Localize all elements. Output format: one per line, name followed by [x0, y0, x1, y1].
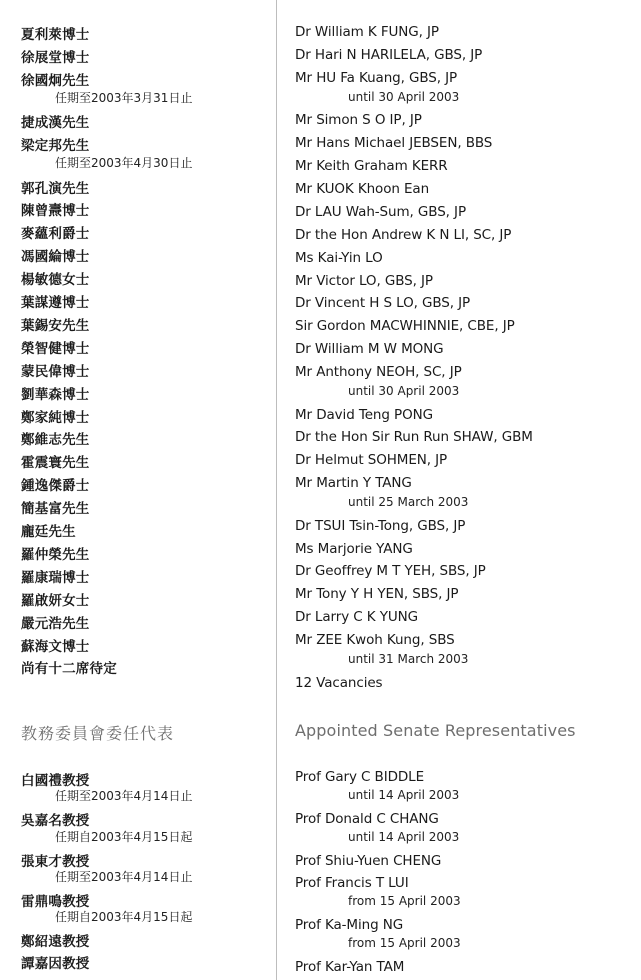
senate-zh-term-note: 任期至2003年4月14日止 [55, 869, 193, 884]
senate-zh-term-note: 任期自2003年4月15日起 [55, 910, 193, 925]
member-zh-name: 蒙民偉博士 [21, 363, 90, 380]
member-zh-name: 簡基富先生 [21, 501, 90, 518]
senate-en-name: Prof Shiu-Yuen CHENG [295, 852, 442, 869]
member-zh-name: 徐展堂博士 [21, 49, 90, 66]
member-zh-name: 羅啟妍女士 [21, 592, 90, 609]
member-zh-name: 鍾逸傑爵士 [21, 478, 90, 495]
member-zh-term-note: 任期至2003年4月30日止 [55, 156, 193, 170]
member-zh-name: 鄭維志先生 [21, 432, 90, 449]
senate-heading-en: Appointed Senate Representatives [295, 721, 576, 740]
senate-zh-name: 白國禮教授 [21, 773, 90, 789]
chinese-column [0, 0, 277, 980]
member-en-name: Dr Hari N HARILELA, GBS, JP [295, 46, 483, 63]
member-en-term-note: until 31 March 2003 [348, 652, 469, 666]
member-zh-name: 尚有十二席待定 [21, 661, 117, 678]
senate-en-name: Prof Ka-Ming NG [295, 916, 404, 933]
member-en-name: Mr HU Fa Kuang, GBS, JP [295, 69, 458, 86]
member-en-name: Dr LAU Wah-Sum, GBS, JP [295, 203, 466, 220]
member-en-name: Mr KUOK Khoon Ean [295, 180, 430, 197]
member-zh-name: 劉華森博士 [21, 386, 90, 403]
member-zh-name: 馮國綸博士 [21, 249, 90, 266]
member-en-name: Mr Tony Y H YEN, SBS, JP [295, 586, 459, 603]
senate-zh-name: 雷鼎鳴教授 [21, 893, 90, 910]
member-zh-name: 龐廷先生 [21, 524, 76, 540]
member-zh-name: 羅康瑞博士 [21, 569, 90, 586]
member-en-name: Mr Martin Y TANG [295, 475, 412, 492]
member-en-name: Mr Keith Graham KERR [295, 158, 448, 174]
senate-zh-name: 張東才教授 [21, 853, 90, 870]
senate-en-term-note: until 14 April 2003 [348, 830, 460, 845]
senate-en-name: Prof Donald C CHANG [295, 810, 439, 827]
member-en-name: Mr Hans Michael JEBSEN, BBS [295, 135, 493, 152]
member-zh-name: 葉謀遵博士 [21, 295, 90, 311]
member-zh-name: 捷成漢先生 [21, 115, 90, 132]
member-zh-name: 羅仲榮先生 [21, 546, 90, 563]
senate-en-name: Prof Kar-Yan TAM [295, 958, 405, 975]
senate-zh-name: 譚嘉因教授 [21, 955, 90, 972]
member-en-name: 12 Vacancies [295, 674, 383, 691]
member-en-name: Dr the Hon Sir Run Run SHAW, GBM [295, 429, 533, 446]
member-zh-name: 鄭家純博士 [21, 409, 90, 426]
member-en-name: Sir Gordon MACWHINNIE, CBE, JP [295, 318, 515, 335]
member-en-name: Dr William M W MONG [295, 341, 444, 358]
member-zh-name: 麥蘊利爵士 [21, 226, 90, 243]
senate-heading-zh: 教務委員會委任代表 [21, 724, 175, 743]
senate-en-term-note: from 15 April 2003 [348, 936, 461, 950]
member-zh-name: 陳曾燾博士 [21, 203, 90, 220]
senate-zh-name: 鄭紹遠教授 [21, 934, 90, 951]
member-en-name: Mr David Teng PONG [295, 406, 433, 423]
member-zh-name: 夏利萊博士 [21, 27, 90, 43]
member-zh-name: 蘇海文博士 [21, 638, 90, 655]
member-zh-name: 梁定邦先生 [21, 138, 90, 155]
senate-en-name: Prof Gary C BIDDLE [295, 769, 425, 785]
member-zh-name: 楊敏德女士 [21, 272, 90, 289]
member-en-name: Mr Simon S O IP, JP [295, 112, 422, 129]
member-en-name: Dr TSUI Tsin-Tong, GBS, JP [295, 517, 466, 534]
senate-zh-term-note: 任期自2003年4月15日起 [55, 829, 193, 844]
senate-en-term-note: until 14 April 2003 [348, 788, 460, 803]
member-zh-term-note: 任期至2003年3月31日止 [55, 90, 193, 105]
senate-zh-term-note: 任期至2003年4月14日止 [55, 789, 193, 804]
member-en-name: Dr Geoffrey M T YEH, SBS, JP [295, 563, 486, 580]
senate-zh-name: 吳嘉名教授 [21, 813, 90, 830]
member-en-name: Ms Kai-Yin LO [295, 249, 383, 266]
member-zh-name: 郭孔演先生 [21, 180, 90, 197]
member-zh-name: 嚴元浩先生 [21, 615, 90, 632]
member-zh-name: 榮智健博士 [21, 340, 90, 357]
member-en-name: Dr Larry C K YUNG [295, 609, 419, 626]
member-en-name: Dr William K FUNG, JP [295, 24, 439, 40]
senate-en-name: Prof Francis T LUI [295, 874, 409, 891]
member-en-name: Mr ZEE Kwoh Kung, SBS [295, 632, 455, 649]
member-zh-name: 霍震寰先生 [21, 455, 90, 472]
member-en-term-note: until 25 March 2003 [348, 495, 469, 510]
member-en-name: Dr Vincent H S LO, GBS, JP [295, 295, 471, 312]
member-en-name: Mr Anthony NEOH, SC, JP [295, 364, 462, 381]
member-en-name: Mr Victor LO, GBS, JP [295, 272, 433, 289]
member-en-term-note: until 30 April 2003 [348, 89, 460, 104]
member-en-name: Ms Marjorie YANG [295, 540, 413, 557]
member-en-term-note: until 30 April 2003 [348, 384, 460, 398]
member-zh-name: 徐國炯先生 [21, 72, 90, 89]
member-en-name: Dr Helmut SOHMEN, JP [295, 452, 448, 469]
senate-en-term-note: from 15 April 2003 [348, 894, 461, 909]
english-column [277, 0, 641, 980]
member-zh-name: 葉錫安先生 [21, 317, 90, 334]
member-en-name: Dr the Hon Andrew K N LI, SC, JP [295, 226, 512, 243]
